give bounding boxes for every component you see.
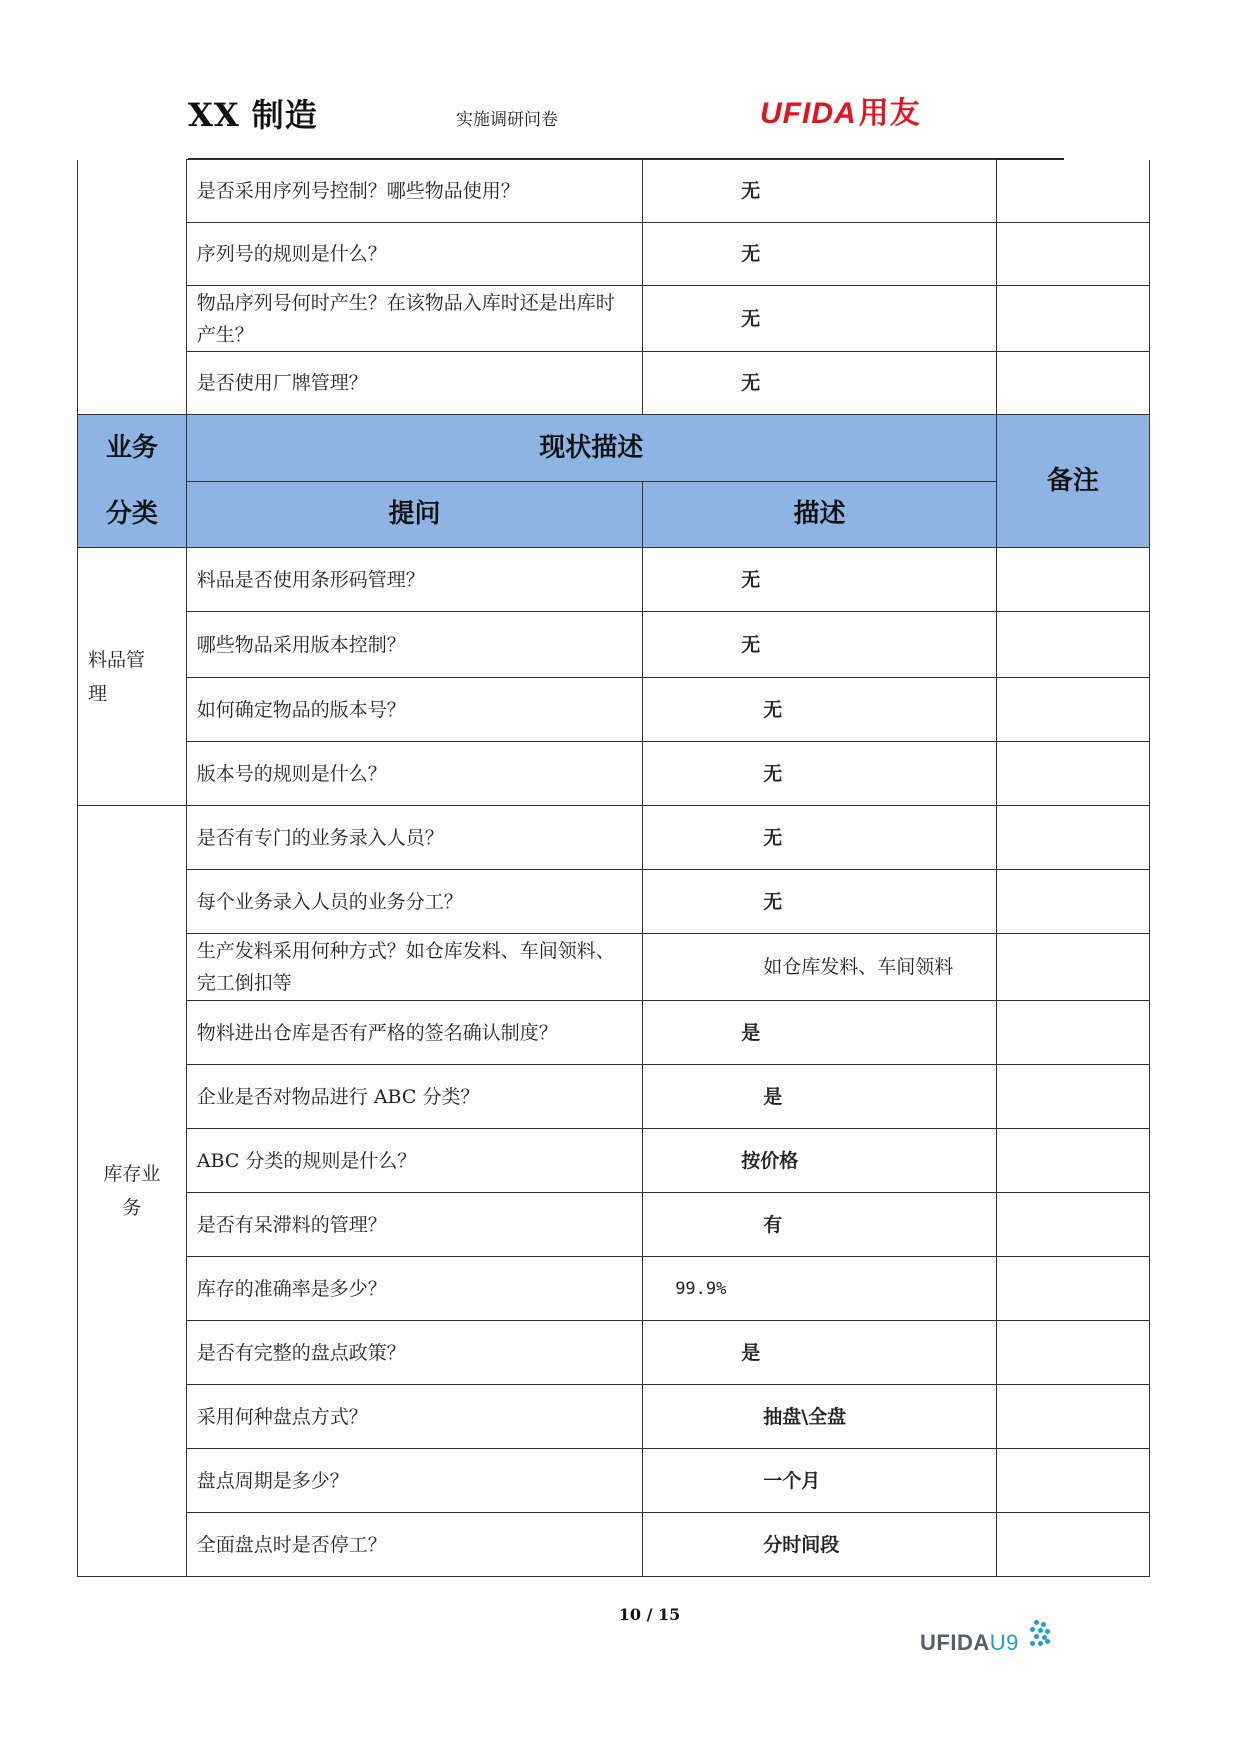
answer-cell: 无 — [643, 160, 997, 223]
table-row — [78, 286, 1150, 352]
header-description: 描述 — [643, 481, 997, 548]
question-cell: 是否使用厂牌管理？ — [186, 352, 642, 415]
question-cell: 是否采用序列号控制？哪些物品使用？ — [186, 160, 642, 223]
remark-cell — [996, 1257, 1149, 1321]
answer-cell: 无 — [643, 612, 997, 678]
table-row — [78, 160, 1150, 223]
ufida-u9-logo — [920, 1630, 1019, 1656]
logo-text: UFIDA — [760, 97, 857, 130]
remark-cell — [996, 1513, 1149, 1577]
table-row — [78, 1065, 1150, 1129]
answer-cell: 无 — [643, 286, 997, 352]
table-header-row — [78, 481, 1150, 548]
remark-cell — [996, 870, 1149, 934]
answer-cell: 如仓库发料、车间领料 — [643, 934, 997, 1001]
question-cell: 料品是否使用条形码管理？ — [186, 548, 642, 612]
header-category-line1: 业务 — [105, 433, 158, 463]
header-category-line2: 分类 — [105, 499, 158, 529]
remark-cell — [996, 160, 1149, 223]
table-row — [78, 806, 1150, 870]
header-category — [78, 415, 187, 548]
header-question: 提问 — [186, 481, 642, 548]
remark-cell — [996, 934, 1149, 1001]
question-cell: 序列号的规则是什么？ — [186, 223, 642, 286]
question-cell: 物料进出仓库是否有严格的签名确认制度？ — [186, 1001, 642, 1065]
survey-table — [77, 159, 1150, 1577]
remark-cell — [996, 1449, 1149, 1513]
remark-cell — [996, 1129, 1149, 1193]
answer-cell: 是 — [643, 1065, 997, 1129]
answer-cell: 无 — [643, 548, 997, 612]
question-cell: ABC 分类的规则是什么？ — [186, 1129, 642, 1193]
remark-cell — [996, 223, 1149, 286]
category-label: 料品管理 — [88, 648, 146, 705]
question-cell: 如何确定物品的版本号？ — [186, 678, 642, 742]
remark-cell — [996, 352, 1149, 415]
answer-cell: 一个月 — [643, 1449, 997, 1513]
answer-cell: 无 — [643, 806, 997, 870]
table-row — [78, 1385, 1150, 1449]
remark-cell — [996, 1065, 1149, 1129]
table-row — [78, 1449, 1150, 1513]
remark-cell — [996, 286, 1149, 352]
header-status: 现状描述 — [186, 415, 996, 482]
remark-cell — [996, 1193, 1149, 1257]
answer-cell: 分时间段 — [643, 1513, 997, 1577]
remark-cell — [996, 548, 1149, 612]
answer-cell: 是 — [643, 1001, 997, 1065]
remark-cell — [996, 742, 1149, 806]
category-cell-empty — [78, 160, 187, 415]
question-cell: 采用何种盘点方式？ — [186, 1385, 642, 1449]
question-cell: 物品序列号何时产生？在该物品入库时还是出库时产生？ — [186, 286, 642, 352]
remark-cell — [996, 806, 1149, 870]
logo-cn-text: 用友 — [858, 97, 921, 130]
question-cell: 库存的准确率是多少？ — [186, 1257, 642, 1321]
table-row — [78, 612, 1150, 678]
table-header-row — [78, 415, 1150, 482]
answer-cell: 无 — [643, 742, 997, 806]
table-row — [78, 1001, 1150, 1065]
category-cell — [78, 806, 187, 1577]
remark-cell — [996, 678, 1149, 742]
question-cell: 每个业务录入人员的业务分工？ — [186, 870, 642, 934]
question-cell: 盘点周期是多少？ — [186, 1449, 642, 1513]
category-cell — [78, 548, 187, 806]
remark-cell — [996, 1385, 1149, 1449]
answer-cell: 抽盘\全盘 — [643, 1385, 997, 1449]
question-cell: 企业是否对物品进行 ABC 分类？ — [186, 1065, 642, 1129]
question-cell: 生产发料采用何种方式？如仓库发料、车间领料、完工倒扣等 — [186, 934, 642, 1001]
table-row — [78, 548, 1150, 612]
question-cell: 哪些物品采用版本控制？ — [186, 612, 642, 678]
table-row — [78, 1321, 1150, 1385]
remark-cell — [996, 1001, 1149, 1065]
header-remark: 备注 — [996, 415, 1149, 548]
table-row — [78, 352, 1150, 415]
answer-cell: 99.9% — [643, 1257, 997, 1321]
table-row — [78, 1257, 1150, 1321]
remark-cell — [996, 1321, 1149, 1385]
remark-cell — [996, 612, 1149, 678]
answer-cell: 有 — [643, 1193, 997, 1257]
footer-logo-text: UFIDA — [920, 1630, 990, 1655]
question-cell: 全面盘点时是否停工？ — [186, 1513, 642, 1577]
ufida-logo — [760, 88, 921, 132]
category-label: 库存业务 — [103, 1163, 161, 1219]
answer-cell: 无 — [643, 870, 997, 934]
table-row — [78, 223, 1150, 286]
table-row — [78, 1193, 1150, 1257]
answer-cell: 按价格 — [643, 1129, 997, 1193]
table-row — [78, 742, 1150, 806]
document-title: 实施调研问卷 — [456, 110, 558, 130]
answer-cell: 是 — [643, 1321, 997, 1385]
table-row — [78, 1513, 1150, 1577]
answer-cell: 无 — [643, 678, 997, 742]
footer-logo-suffix: U9 — [989, 1630, 1019, 1655]
answer-cell: 无 — [643, 352, 997, 415]
question-cell: 是否有专门的业务录入人员？ — [186, 806, 642, 870]
question-cell: 版本号的规则是什么？ — [186, 742, 642, 806]
question-cell: 是否有呆滞料的管理？ — [186, 1193, 642, 1257]
company-name: XX 制造 — [188, 96, 318, 134]
table-row — [78, 1129, 1150, 1193]
table-row — [78, 870, 1150, 934]
answer-cell: 无 — [643, 223, 997, 286]
table-row — [78, 934, 1150, 1001]
page-number: 10 / 15 — [618, 1605, 681, 1624]
question-cell: 是否有完整的盘点政策？ — [186, 1321, 642, 1385]
table-row — [78, 678, 1150, 742]
